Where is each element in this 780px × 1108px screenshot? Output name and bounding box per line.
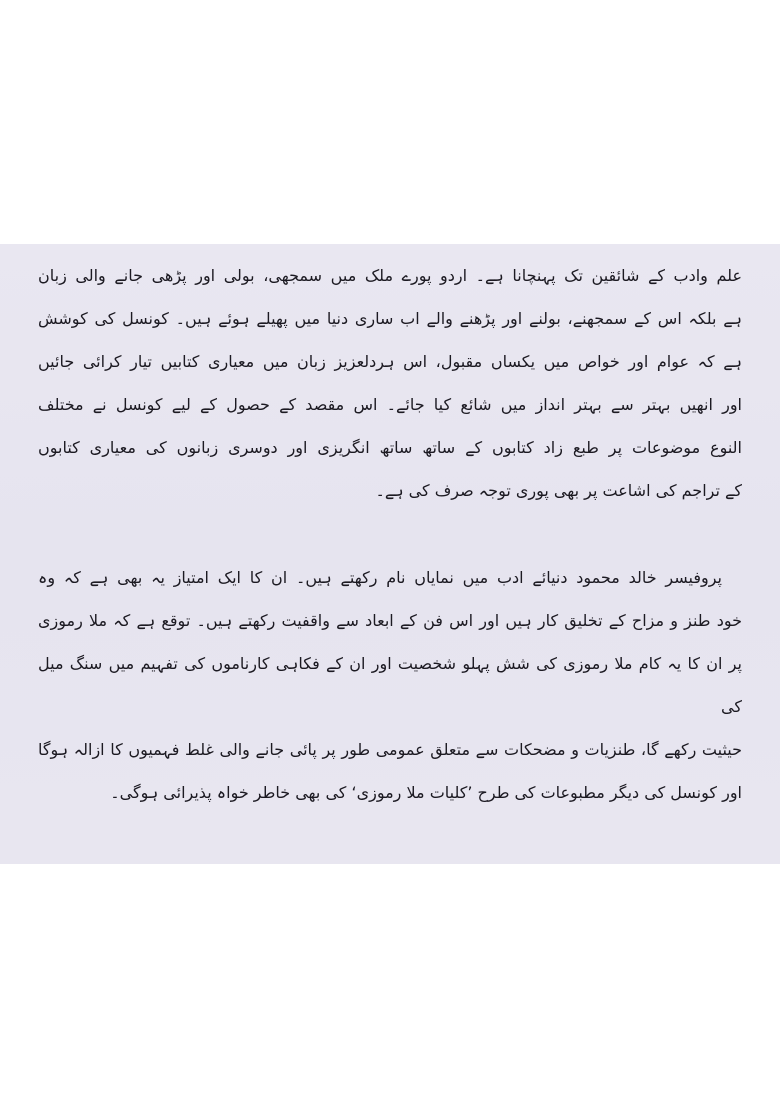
paragraph-start-line: پروفیسر خالد محمود دنیائے ادب میں نمایاں نام رکھتے ہیں۔ ان کا ایک امتیاز یہ بھی ہے کہ وہ: [38, 568, 722, 587]
text-line: ہے کہ عوام اور خواص میں یکساں مقبول، اس ہردلعزیز زبان میں معیاری کتابیں تیار کرائی جائیں: [38, 352, 742, 371]
text-line: اور کونسل کی دیگر مطبوعات کی طرح ’کلیات ملا رموزی‘ کی بھی خاطر خواہ پذیرائی ہوگی۔: [110, 783, 742, 802]
text-line: حیثیت رکھے گا، طنزیات و مضحکات سے متعلق عمومی طور پر پائی جانے والی غلط فہمیوں کا ازالہ ہوگا: [38, 740, 742, 759]
paragraph-gap: [38, 512, 742, 556]
text-line: خود طنز و مزاح کے تخلیق کار ہیں اور اس فن کے ابعاد سے واقفیت رکھتے ہیں۔ توقع ہے کہ ملا رموزی: [38, 611, 742, 630]
text-line: کے تراجم کی اشاعت پر بھی پوری توجہ صرف کی ہے۔: [375, 481, 742, 500]
scanned-page: [0, 244, 780, 864]
text-line: اور انھیں بہتر سے بہتر انداز میں شائع کیا جائے۔ اس مقصد کے حصول کے لیے کونسل نے مختلف: [38, 395, 742, 414]
text-line: ہے بلکہ اس کے سمجھنے، بولنے اور پڑھنے والے اب ساری دنیا میں پھیلے ہوئے ہیں۔ کونسل کی کوشش: [38, 309, 743, 328]
text-line: پر ان کا یہ کام ملا رموزی کی شش پہلو شخصیت اور ان کے فکاہی کارناموں کی تفہیم میں سنگ میل کی: [38, 654, 742, 716]
text-line: النوع موضوعات پر طبع زاد کتابوں کے ساتھ ساتھ انگریزی اور دوسری زبانوں کی معیاری کتابوں: [38, 438, 742, 457]
text-line: علم وادب کے شائقین تک پہنچانا ہے۔ اردو پورے ملک میں سمجھی، بولی اور پڑھی جانے والی زبان: [38, 266, 742, 285]
